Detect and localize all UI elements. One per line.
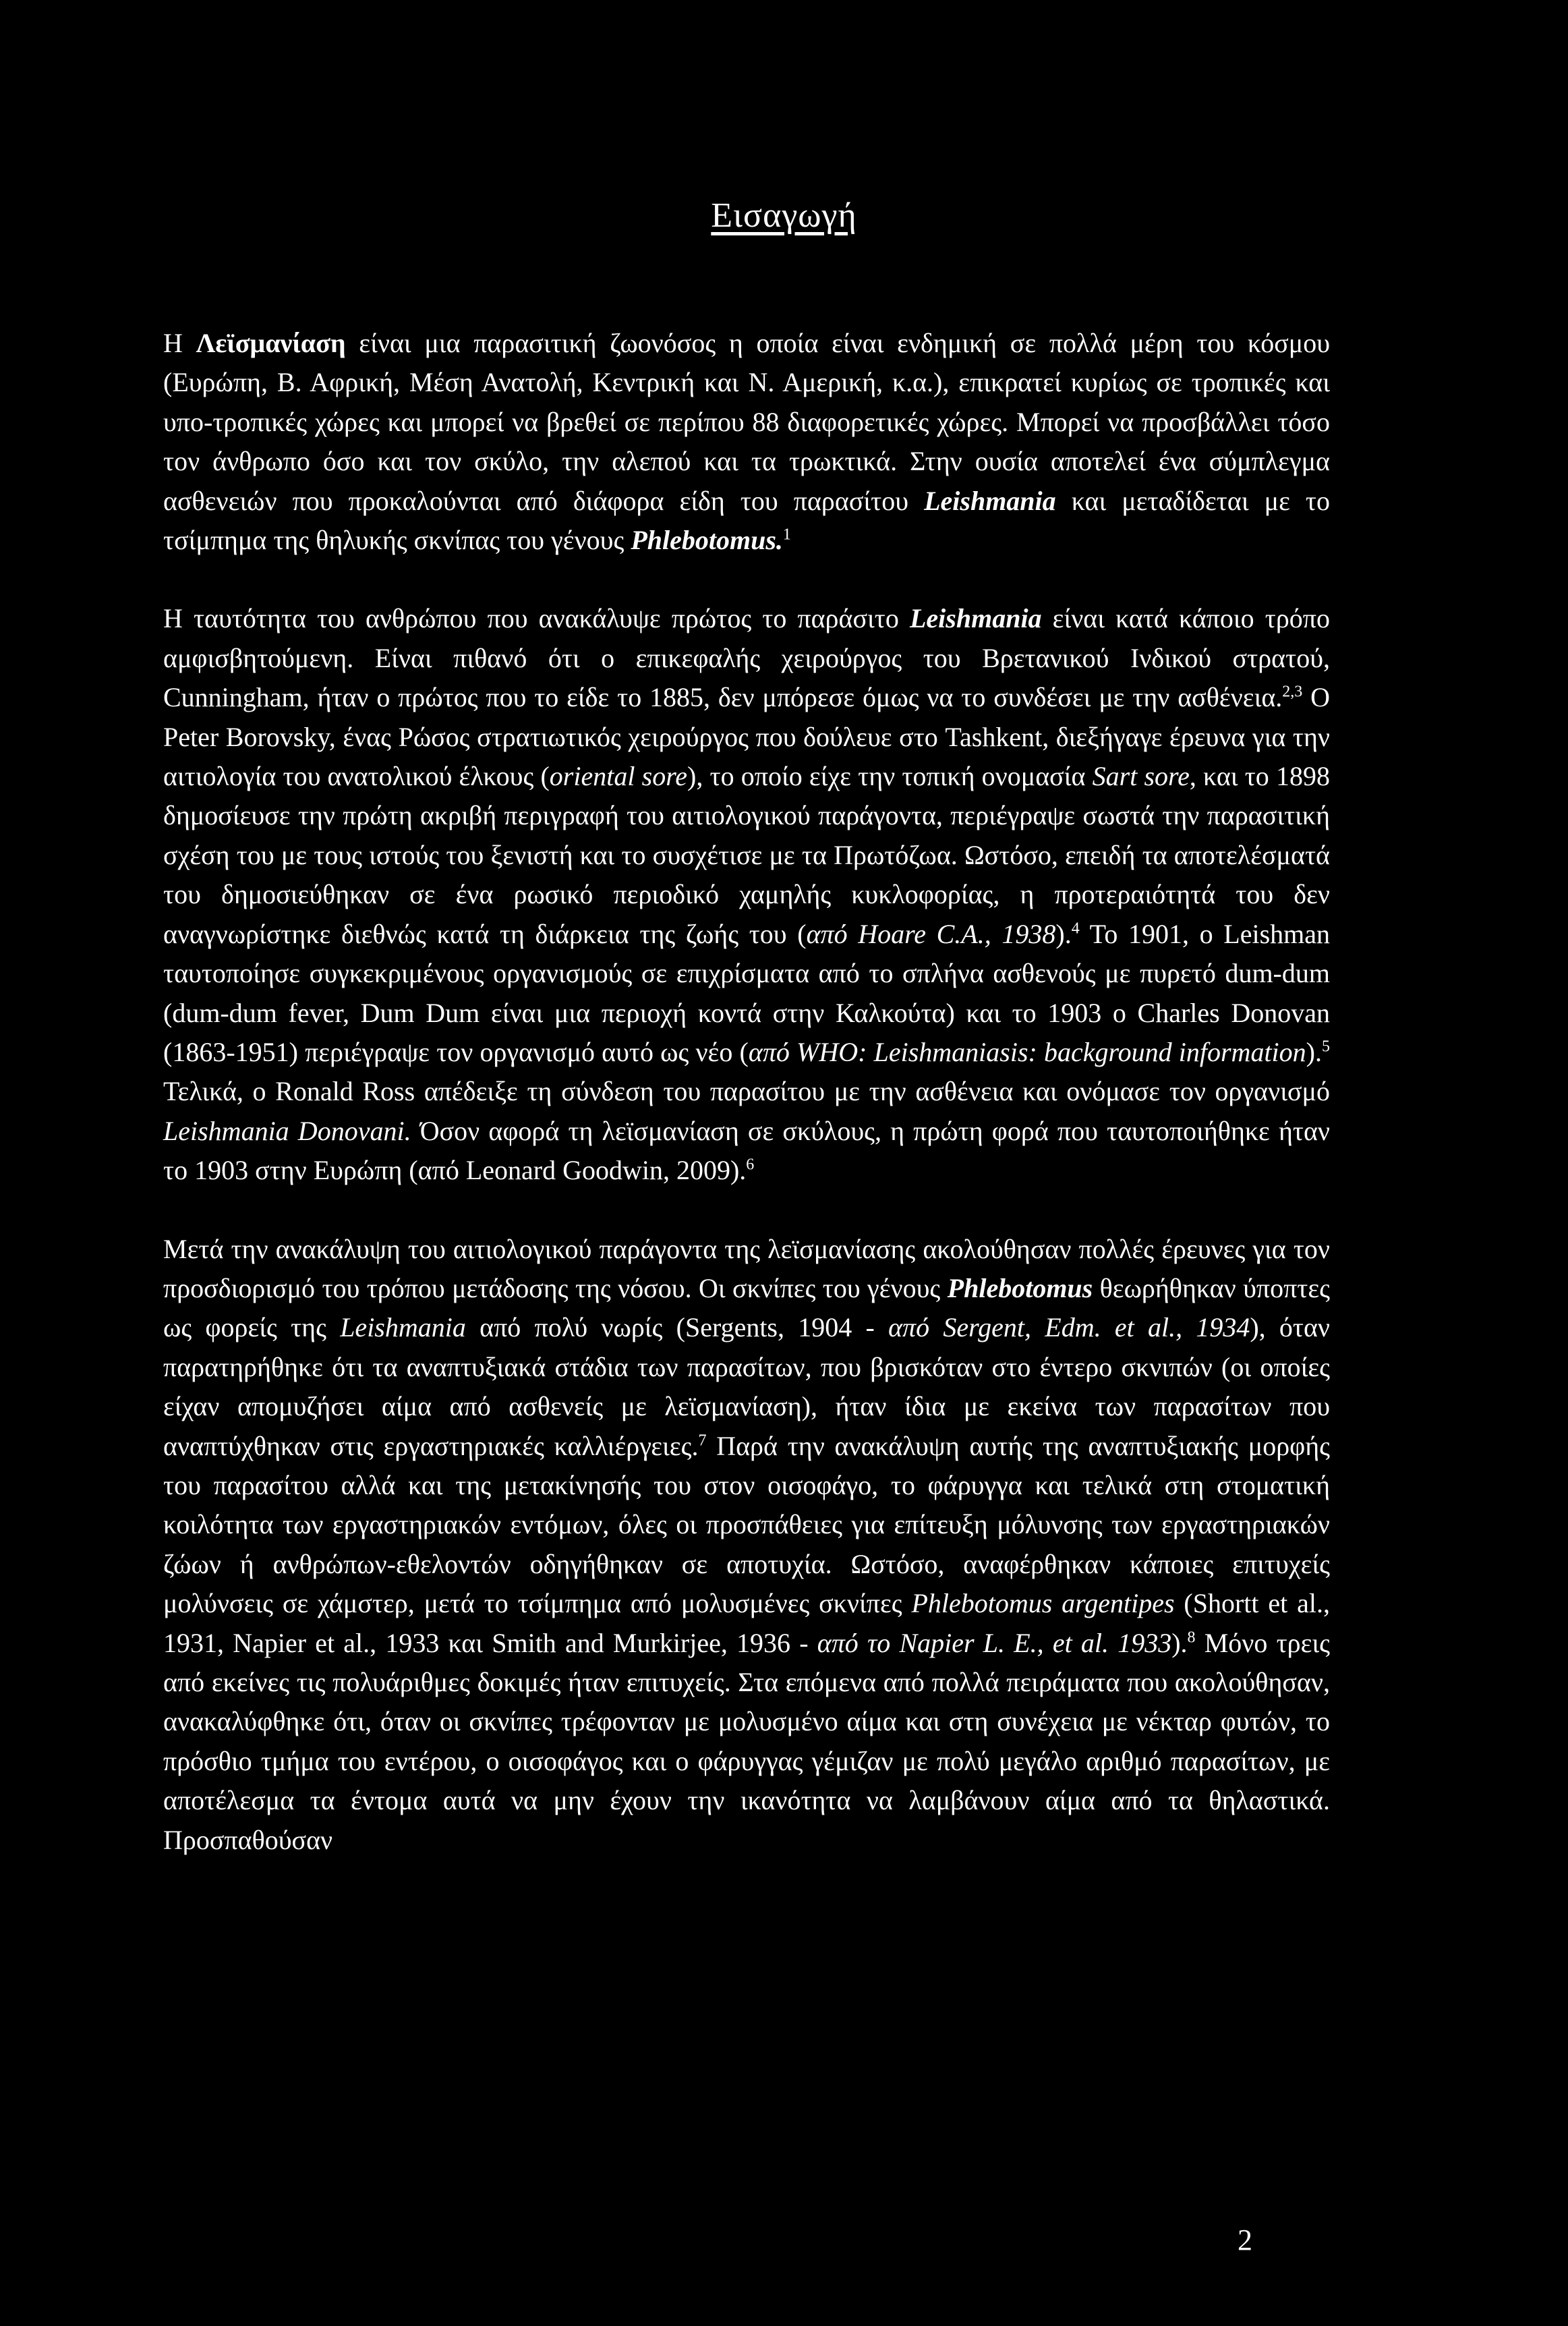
text: (Shortt et al., 1931, Napier et al., 1933 και Smith and Murkirjee, 1936 -	[163, 1588, 1330, 1658]
italic-term: oriental sore	[549, 761, 688, 792]
text: Μόνο τρεις από εκείνες τις πολυάριθμες δοκιμές ήταν επιτυχείς. Στα επόμενα από πολλά πειράματα που ακολούθησαν, ανακαλύφθηκε ότι, όταν οι σκνίπες τρέφονταν με μολυσμένο αίμα και στη συνέχεια με νέκταρ φυτών, το πρόσθιο τμήμα του εντέρου, ο οισοφάγος και ο φάρυγγας γέμιζαν με πολύ μεγάλο αριθμό παρασίτων, με αποτέλεσμα τα έντομα αυτά να μην έχουν την ικανότητα να λαμβάνουν αίμα από τα θηλαστικά. Προσπαθούσαν	[163, 1627, 1331, 1855]
text: Τελικά, ο Ronald Ross απέδειξε τη σύνδεση του παρασίτου με την ασθένεια και ονόμασε τον οργανισμό	[163, 1076, 1330, 1107]
italic-citation: από Sergent, Edm. et al., 1934	[888, 1312, 1250, 1343]
footnote-ref: 4	[1071, 919, 1080, 938]
paragraph-intro	[163, 324, 1330, 560]
text: ), όταν παρατηρήθηκε ότι τα αναπτυξιακά στάδια των παρασίτων, που βρισκόταν στο έντερο σκνιπών (οι οποίες είχαν απομυζήσει αίμα από ασθενείς με λεϊσμανίαση), ήταν ίδια με εκείνα των παρασίτων που αναπτύχθηκαν στις εργαστηριακές καλλιέργειες.	[163, 1312, 1331, 1461]
text: είναι μια παρασιτική ζωονόσος η οποία είναι ενδημική σε πολλά μέρη του κόσμου (Ευρώπη, Β. Αφρική, Μέση Ανατολή, Κεντρική και Ν. Αμερική, κ.α.), επικρατεί κυρίως σε τροπικές και υπο-τροπικές χώρες και μπορεί να βρεθεί σε περίπου 88 διαφορετικές χώρες. Μπορεί να προσβάλλει τόσο τον άνθρωπο όσο και τον σκύλο, την αλεπού και τα τρωκτικά. Στην ουσία αποτελεί ένα σύμπλεγμα ασθενειών που προκαλούνται από διάφορα είδη του παρασίτου	[163, 328, 1331, 516]
footnote-ref: 2,3	[1282, 683, 1303, 701]
footnote-ref: 1	[782, 526, 791, 544]
italic-term: Leishmania	[340, 1312, 466, 1343]
italic-term: Phlebotomus	[947, 1272, 1093, 1303]
paragraph-transmission	[163, 1230, 1330, 1861]
document-body	[163, 324, 1330, 1860]
page-title: Εισαγωγή	[711, 196, 857, 235]
text: Μετά την ανακάλυψη του αιτιολογικού παράγοντα της λεϊσμανίασης ακολούθησαν πολλές έρευνες για τον προσδιορισμό του τρόπου μετάδοσης της νόσου. Οι σκνίπες του γένους	[163, 1233, 1330, 1303]
italic-term: Leishmania Donovani.	[163, 1115, 411, 1146]
italic-term: Leishmania	[924, 485, 1056, 516]
text: ).	[1171, 1627, 1188, 1658]
footnote-ref: 5	[1322, 1038, 1330, 1056]
italic-term: Phlebotomus argentipes	[911, 1588, 1175, 1619]
text: Παρά την ανακάλυψη αυτής της αναπτυξιακής μορφής του παρασίτου αλλά και της μετακίνησής του στον οισοφάγο, το φάρυγγα και τελικά στη στοματική κοιλότητα των εργαστηριακών εντόμων, όλες οι προσπάθειες για επίτευξη μόλυνσης των εργαστηριακών ζώων ή ανθρώπων-εθελοντών οδηγήθηκαν σε αποτυχία. Ωστόσο, αναφέρθηκαν κάποιες επιτυχείς μολύνσεις σε χάμστερ, μετά το τσίμπημα από μολυσμένες σκνίπες	[163, 1430, 1330, 1619]
italic-term: Leishmania	[909, 603, 1042, 634]
text: ), το οποίο είχε την τοπική ονομασία	[687, 761, 1093, 792]
text: Το 1901, ο Leishman ταυτοποίησε συγκεκριμένους οργανισμούς σε επιχρίσματα από το σπλήνα ασθενούς με πυρετό dum-dum (dum-dum fever, Dum Dum είναι μια περιοχή κοντά στην Καλκούτα) και το 1903 ο Charles Donovan (1863-1951) περιέγραψε τον οργανισμό αυτό ως νέο (	[163, 918, 1331, 1067]
text: ).	[1306, 1036, 1322, 1067]
text: είναι κατά κάποιο τρόπο αμφισβητούμενη. Είναι πιθανό ότι ο επικεφαλής χειρούργος του Βρετανικού Ινδικού στρατού, Cunningham, ήταν ο πρώτος που το είδε το 1885, δεν μπόρεσε όμως να το συνδέσει με την ασθένεια.	[163, 603, 1330, 713]
text: Ο Peter Borovsky, ένας Ρώσος στρατιωτικός χειρούργος που δούλευε στο Tashkent, διεξήγαγε έρευνα για την αιτιολογία του ανατολικού έλκους (	[163, 682, 1331, 792]
italic-citation: από Hoare C.A., 1938	[806, 918, 1056, 949]
footnote-ref: 8	[1187, 1628, 1196, 1647]
text: ).	[1055, 918, 1072, 949]
bold-term: Λεϊσμανίαση	[196, 328, 346, 358]
text: Η	[163, 328, 196, 358]
italic-term: Phlebotomus.	[631, 525, 783, 556]
italic-citation: από το Napier L. E., et al. 1933	[817, 1627, 1172, 1658]
italic-citation: από WHO: Leishmaniasis: background information	[748, 1036, 1306, 1067]
footnote-ref: 7	[698, 1431, 707, 1450]
text: Η ταυτότητα του ανθρώπου που ανακάλυψε πρώτος το παράσιτο	[163, 603, 910, 634]
text: και μεταδίδεται με το τσίμπημα της θηλυκής σκνίπας του γένους	[163, 485, 1330, 556]
footnote-ref: 6	[746, 1156, 755, 1174]
text: Όσον αφορά τη λεϊσμανίαση σε σκύλους, η πρώτη φορά που ταυτοποιήθηκε ήταν το 1903 στην Ευρώπη (από Leonard Goodwin, 2009).	[163, 1115, 1330, 1186]
text: , και το 1898 δημοσίευσε την πρώτη ακριβή περιγραφή του αιτιολογικού παράγοντα, περιέγραψε σωστά την παρασιτική σχέση του με τους ιστούς του ξενιστή και το συσχέτισε με τα Πρωτόζωα. Ωστόσο, επειδή τα αποτελέσματά του δημοσιεύθηκαν σε ένα ρωσικό περιοδικό χαμηλής κυκλοφορίας, η προτεραιότητά του δεν αναγνωρίστηκε διεθνώς κατά τη διάρκεια της ζωής του (	[163, 761, 1330, 949]
page-number: 2	[1238, 2223, 1252, 2257]
paragraph-discovery	[163, 599, 1330, 1190]
text: από πολύ νωρίς (Sergents, 1904 -	[465, 1312, 889, 1343]
text: θεωρήθηκαν ύποπτες ως φορείς της	[163, 1272, 1331, 1343]
italic-term: Sart sore	[1092, 761, 1190, 792]
